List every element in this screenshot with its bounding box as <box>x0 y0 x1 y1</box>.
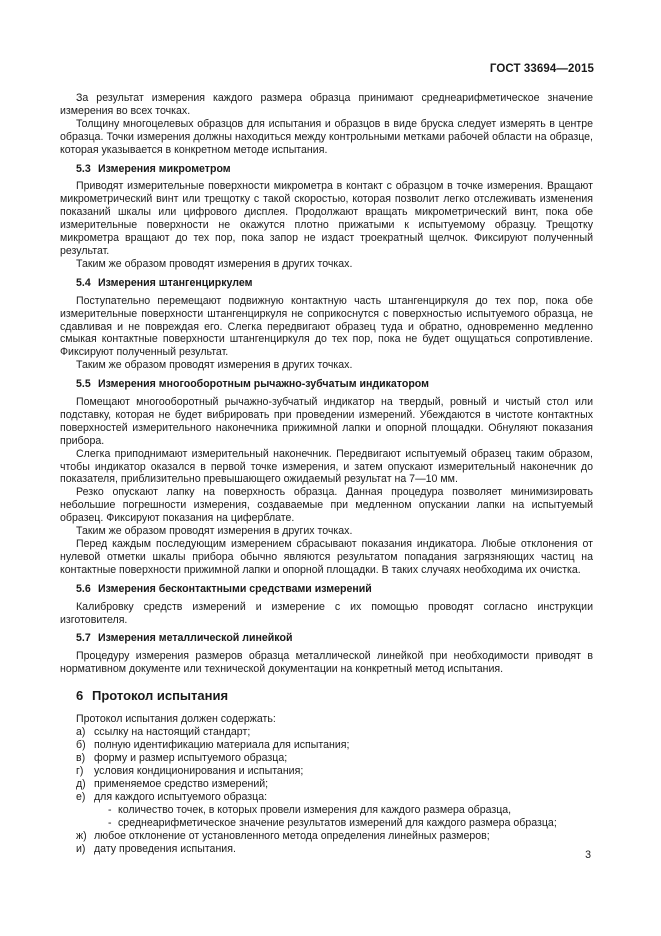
list-marker: г) <box>76 764 84 777</box>
list-marker: а) <box>76 725 86 738</box>
list-item-text: полную идентификацию материала для испытания; <box>94 738 350 751</box>
list-item-text: дату проведения испытания. <box>94 842 236 855</box>
paragraph: Поступательно перемещают подвижную контактную часть штангенциркуля до тех пор, пока обе измерительные поверхности штангенциркуля не соприкоснутся с поверхностью испытуемого образца, не сдавливая и не повреждая его. Слегка передвигают образец туда и обратно, одновременно медленно смыкая контактные поверхности штангенциркуля до тех пор, пока не будет ощущаться сопротивление. Фиксируют полученный результат. <box>60 294 593 359</box>
subsection-title: Измерения бесконтактными средствами измерений <box>98 582 372 595</box>
list-marker: б) <box>76 738 86 751</box>
document-id: ГОСТ 33694—2015 <box>489 63 594 75</box>
section-title: Протокол испытания <box>92 688 229 704</box>
list-item-text: количество точек, в которых провели измерения для каждого размера образца, <box>118 803 512 816</box>
list-item <box>60 804 593 817</box>
list-item <box>60 791 593 804</box>
paragraph: Помещают многооборотный рычажно-зубчатый индикатор на твердый, ровный и чистый стол или подставку, которая не будет вибрировать при проведении измерений. Убеждаются в чистоте контактных поверхностей измерительного наконечника прижимной лапки и опорной площадки. Обнуляют показания прибора. <box>60 396 593 447</box>
list-item-text: ссылку на настоящий стандарт; <box>94 725 251 738</box>
list-item <box>60 817 593 830</box>
report-requirements-list-tail <box>60 830 593 856</box>
paragraph: Толщину многоцелевых образцов для испытания и образцов в виде бруска следует измерять в центре образца. Точки измерения должны находиться между контрольными метками рабочей области на образце, которая указывается в конкретном методе испытания. <box>60 117 593 156</box>
paragraph: Протокол испытания должен содержать: <box>76 713 276 726</box>
subsection-heading-5-6 <box>60 583 593 596</box>
paragraph: За результат измерения каждого размера образца принимают среднеарифметическое значение измерения во всех точках. <box>60 92 593 117</box>
subsection-title: Измерения многооборотным рычажно-зубчатым индикатором <box>98 378 429 391</box>
section-number: 6 <box>76 688 84 704</box>
subsection-number: 5.3 <box>76 162 91 175</box>
subsection-heading-5-4 <box>60 277 593 290</box>
subsection-number: 5.4 <box>76 276 91 289</box>
list-item <box>60 765 593 778</box>
paragraph: Приводят измерительные поверхности микрометра в контакт с образцом в точке измерения. Вращают микрометрический винт или трещотку с такой скоростью, которая позволит легко отслеживать изменения показаний шкалы или цифрового дисплея. Продолжают вращать микрометрический винт, пока обе измерительные поверхности не окажутся плотно прижатыми к испытуемому образцу. Трещотку микрометра вращают до тех пор, пока запор не издаст троекратный щелчок. Фиксируют полученный результат. <box>60 180 593 257</box>
list-item-text: применяемое средство измерений; <box>94 777 269 790</box>
paragraph: Резко опускают лапку на поверхность образца. Данная процедура позволяет минимизировать небольшие погрешности измерения, создаваемые при медленном опускании лапки на испытуемый образец. Фиксируют показания на циферблате. <box>60 486 593 525</box>
list-marker: е) <box>76 790 86 803</box>
subsection-number: 5.6 <box>76 582 91 595</box>
list-item <box>60 843 593 856</box>
list-marker: и) <box>76 842 86 855</box>
subsection-heading-5-7 <box>60 632 593 645</box>
paragraph: Перед каждым последующим измерением сбрасывают показания индикатора. Любые отклонения от нулевой отметки шкалы прибора обычно являются результатом попадания загрязняющих частиц на контактные поверхности прижимной лапки и опорной площадки. В таких случаях необходима их очистка. <box>60 538 593 576</box>
list-item <box>60 726 593 739</box>
list-marker: ж) <box>76 829 87 842</box>
paragraph: Таким же образом проводят измерения в других точках. <box>76 257 353 270</box>
paragraph: Таким же образом проводят измерения в других точках. <box>76 525 353 538</box>
list-item <box>60 830 593 843</box>
subsection-heading-5-5 <box>60 378 593 391</box>
subsection-heading-5-3 <box>60 163 593 176</box>
list-item-text: условия кондиционирования и испытания; <box>94 764 304 777</box>
list-marker: д) <box>76 777 86 790</box>
subsection-title: Измерения микрометром <box>98 162 231 175</box>
paragraph: Слегка приподнимают измерительный наконечник. Передвигают испытуемый образец таким образом, чтобы индикатор оказался в первой точке измерения, и затем опускают измерительный наконечник до показателя, приблизительно превышающего ожидаемый результат на 7—10 мм. <box>60 447 593 486</box>
list-item-text: любое отклонение от установленного метода определения линейных размеров; <box>94 829 490 842</box>
list-item <box>60 739 593 752</box>
section-heading-6 <box>60 690 593 703</box>
report-requirements-sublist <box>60 804 593 830</box>
list-item <box>60 752 593 765</box>
paragraph: Таким же образом проводят измерения в других точках. <box>76 359 353 372</box>
page-number: 3 <box>585 849 591 861</box>
list-item-text: среднеарифметическое значение результатов измерений для каждого размера образца; <box>118 816 557 829</box>
list-marker: - <box>108 816 112 829</box>
list-item <box>60 778 593 791</box>
list-item-text: для каждого испытуемого образца: <box>94 790 268 803</box>
list-marker: в) <box>76 751 86 764</box>
subsection-number: 5.5 <box>76 378 91 391</box>
subsection-title: Измерения металлической линейкой <box>98 632 293 645</box>
document-body <box>60 92 593 856</box>
list-item-text: форму и размер испытуемого образца; <box>94 751 288 764</box>
subsection-number: 5.7 <box>76 632 91 645</box>
paragraph: Калибровку средств измерений и измерение с их помощью проводят согласно инструкции изготовителя. <box>60 600 593 626</box>
paragraph: Процедуру измерения размеров образца металлической линейкой при необходимости приводят в нормативном документе или технической документации на конкретный метод испытания. <box>60 650 593 676</box>
list-marker: - <box>108 803 112 816</box>
subsection-title: Измерения штангенциркулем <box>98 276 253 289</box>
report-requirements-list <box>60 726 593 804</box>
